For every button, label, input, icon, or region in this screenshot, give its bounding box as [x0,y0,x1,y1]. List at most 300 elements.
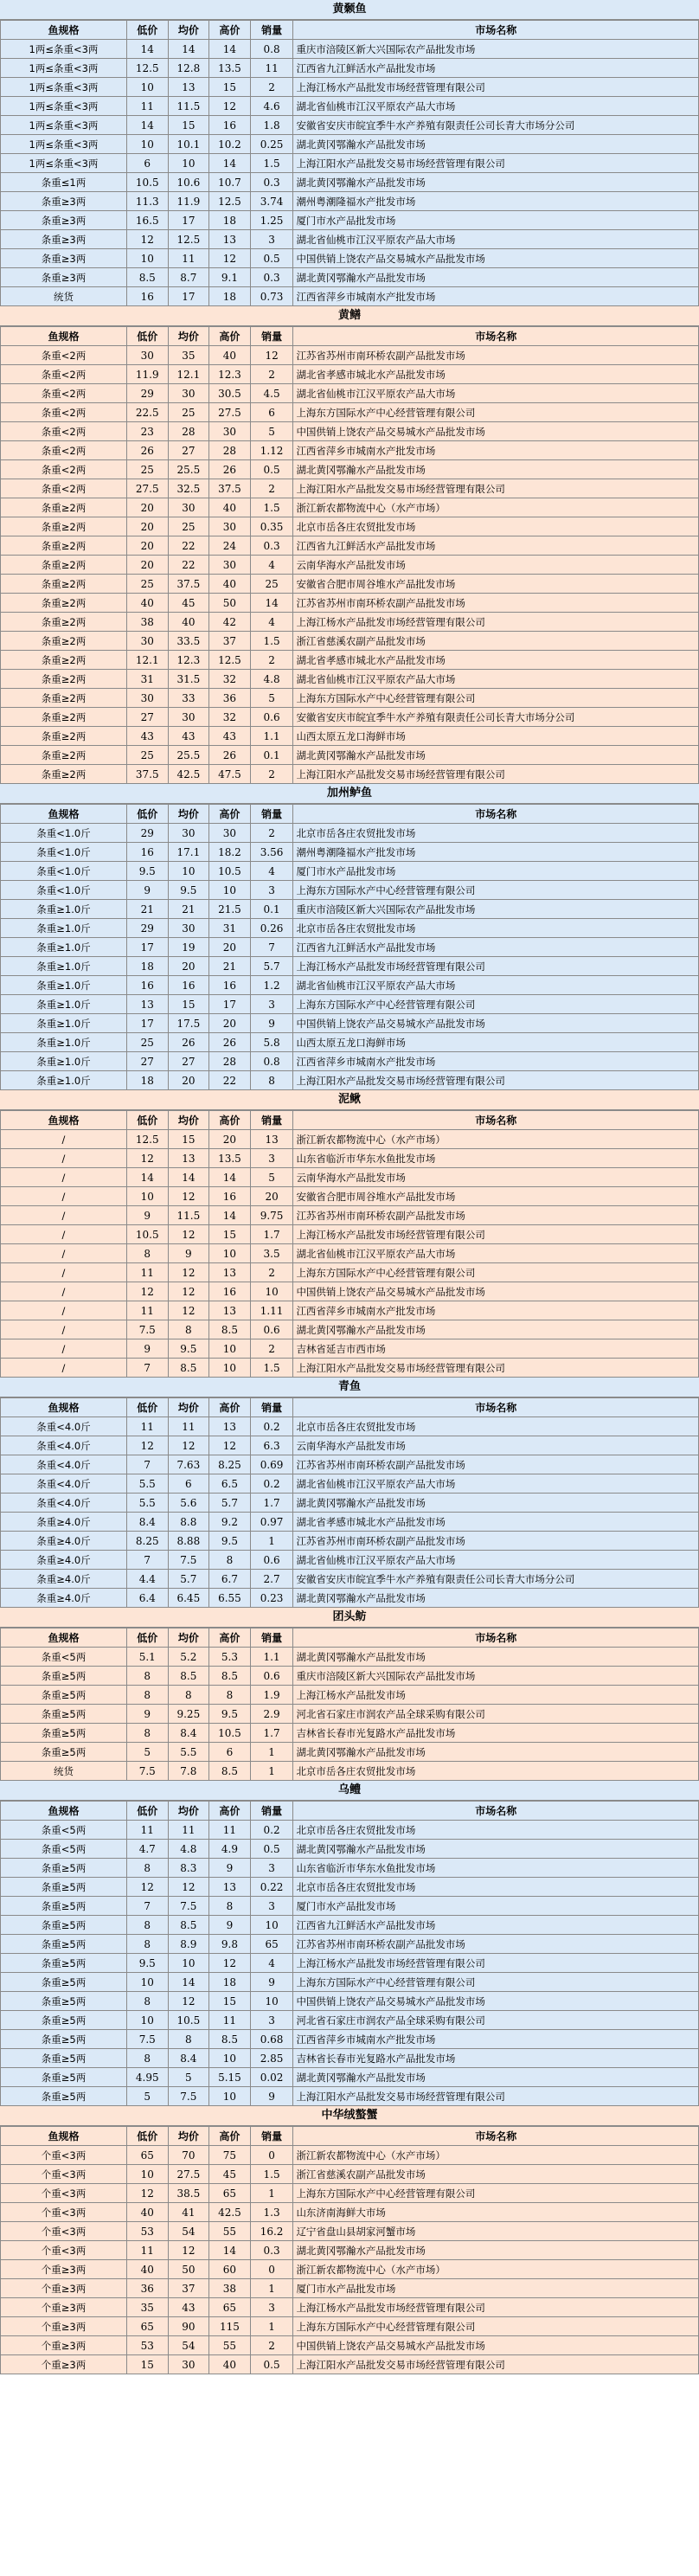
header-sales: 销量 [250,1628,293,1648]
header-spec: 鱼规格 [1,327,127,346]
cell-high: 43 [209,727,251,746]
cell-spec: 条重≥5两 [1,1686,127,1705]
cell-sales: 2.9 [250,1705,293,1724]
cell-sales: 1.12 [250,441,293,460]
header-avg: 均价 [168,2127,209,2146]
cell-market: 湖北省仙桃市江汉平原农产品大市场 [293,976,699,995]
cell-market: 云南华海水产品批发市场 [293,556,699,575]
cell-market: 浙江省慈溪农副产品批发市场 [293,632,699,651]
cell-avg: 12 [168,1878,209,1897]
cell-sales: 9 [250,1014,293,1033]
cell-spec: 条重≥5两 [1,1954,127,1973]
table-row [1,632,699,651]
cell-avg: 42.5 [168,765,209,784]
cell-sales: 65 [250,1935,293,1954]
cell-high: 20 [209,1014,251,1033]
cell-spec: 条重≥2两 [1,708,127,727]
cell-spec: 条重≥2两 [1,746,127,765]
cell-high: 40 [209,2355,251,2374]
cell-avg: 13 [168,78,209,97]
cell-spec: 个重<3两 [1,2222,127,2241]
header-avg: 均价 [168,1802,209,1821]
cell-high: 8.5 [209,2030,251,2049]
cell-avg: 25 [168,517,209,536]
cell-spec: 条重≥4.0斤 [1,1513,127,1532]
cell-low: 8 [126,1244,168,1263]
cell-avg: 9.5 [168,881,209,900]
cell-market: 上海江阳水产品批发交易市场经营管理有限公司 [293,154,699,173]
cell-spec: 条重<2两 [1,403,127,422]
cell-spec: 条重≥2两 [1,536,127,556]
table-row [1,2165,699,2184]
cell-low: 10 [126,135,168,154]
cell-high: 40 [209,498,251,517]
cell-high: 10 [209,1359,251,1378]
cell-sales: 2 [250,479,293,498]
cell-market: 湖北省仙桃市江汉平原农产品大市场 [293,97,699,116]
cell-spec: 条重≥3两 [1,230,127,249]
cell-low: 8 [126,1935,168,1954]
cell-spec: 条重≥2两 [1,765,127,784]
cell-high: 11 [209,1821,251,1840]
cell-low: 8 [126,1916,168,1935]
header-avg: 均价 [168,805,209,824]
cell-high: 31 [209,919,251,938]
section-title: 黄颡鱼 [0,0,699,20]
cell-high: 11 [209,2011,251,2030]
cell-market: 安徽省合肥市周谷堆水产品批发市场 [293,1187,699,1206]
cell-avg: 32.5 [168,479,209,498]
cell-sales: 13 [250,1130,293,1149]
cell-high: 12.5 [209,192,251,211]
table-row [1,556,699,575]
cell-spec: 条重≥1.0斤 [1,919,127,938]
table-row [1,1551,699,1570]
cell-sales: 0.26 [250,919,293,938]
cell-low: 11 [126,1821,168,1840]
section-4 [0,1090,699,1378]
table-row [1,1686,699,1705]
cell-market: 重庆市涪陵区新大兴国际农产品批发市场 [293,40,699,59]
table-row [1,2317,699,2336]
cell-avg: 10.6 [168,173,209,192]
cell-market: 湖北黄冈鄂瀚水产品批发市场 [293,268,699,287]
cell-spec: 条重≥5两 [1,1878,127,1897]
cell-spec: 条重≥5两 [1,1667,127,1686]
table-row [1,613,699,632]
table-row [1,230,699,249]
cell-market: 江苏省苏州市南环桥农副产品批发市场 [293,594,699,613]
cell-high: 28 [209,441,251,460]
section-title: 加州鲈鱼 [0,784,699,804]
cell-low: 7.5 [126,2030,168,2049]
cell-low: 25 [126,746,168,765]
cell-high: 30 [209,556,251,575]
cell-spec: / [1,1130,127,1149]
cell-market: 湖北省孝感市城北水产品批发市场 [293,365,699,384]
cell-spec: 1两≤条重<3两 [1,135,127,154]
cell-sales: 2 [250,824,293,843]
cell-avg: 15 [168,995,209,1014]
header-spec: 鱼规格 [1,1628,127,1648]
cell-avg: 37.5 [168,575,209,594]
table-row [1,919,699,938]
cell-low: 10 [126,249,168,268]
table-row [1,211,699,230]
table-row [1,403,699,422]
cell-high: 40 [209,575,251,594]
cell-high: 6 [209,1743,251,1762]
cell-high: 9.5 [209,1705,251,1724]
cell-high: 20 [209,938,251,957]
cell-avg: 5.7 [168,1570,209,1589]
cell-low: 36 [126,2279,168,2298]
cell-market: 北京市岳各庄农贸批发市场 [293,517,699,536]
cell-market: 湖北省仙桃市江汉平原农产品大市场 [293,670,699,689]
cell-low: 11.9 [126,365,168,384]
cell-low: 8 [126,1992,168,2011]
header-market: 市场名称 [293,327,699,346]
header-avg: 均价 [168,21,209,40]
cell-high: 42.5 [209,2203,251,2222]
table-row [1,1762,699,1781]
table-row [1,2336,699,2355]
cell-spec: 条重<4.0斤 [1,1474,127,1494]
cell-spec: 条重≥3两 [1,268,127,287]
table-header-row [1,1398,699,1417]
cell-sales: 10 [250,1916,293,1935]
table-row [1,2355,699,2374]
cell-sales: 3 [250,230,293,249]
cell-avg: 33.5 [168,632,209,651]
header-high: 高价 [209,327,251,346]
cell-spec: 条重≥4.0斤 [1,1589,127,1608]
cell-avg: 8.4 [168,2049,209,2068]
table-row [1,670,699,689]
cell-market: 江苏省苏州市南环桥农副产品批发市场 [293,1532,699,1551]
cell-spec: 条重≤1两 [1,173,127,192]
table-row [1,498,699,517]
cell-avg: 8.4 [168,1724,209,1743]
table-row [1,2203,699,2222]
table-row [1,1532,699,1551]
table-row [1,1821,699,1840]
cell-avg: 6.45 [168,1589,209,1608]
cell-low: 9.5 [126,1954,168,1973]
cell-avg: 6 [168,1474,209,1494]
cell-market: 中国供销上饶农产品交易城水产品批发市场 [293,1014,699,1033]
cell-avg: 31.5 [168,670,209,689]
cell-high: 5.3 [209,1648,251,1667]
cell-spec: 条重≥5两 [1,1859,127,1878]
cell-spec: 条重<2两 [1,479,127,498]
table-row [1,995,699,1014]
cell-low: 10 [126,1973,168,1992]
table-row [1,651,699,670]
cell-sales: 1.5 [250,632,293,651]
cell-high: 13 [209,1263,251,1282]
cell-sales: 0.25 [250,135,293,154]
table-row [1,1724,699,1743]
table-row [1,1149,699,1168]
price-table [0,1801,699,2106]
table-row [1,1878,699,1897]
cell-low: 11 [126,97,168,116]
cell-sales: 5 [250,1168,293,1187]
table-row [1,1916,699,1935]
cell-avg: 70 [168,2146,209,2165]
cell-spec: 个重<3两 [1,2165,127,2184]
cell-high: 8 [209,1897,251,1916]
table-row [1,2146,699,2165]
cell-sales: 1.5 [250,154,293,173]
cell-market: 上海江阳水产品批发交易市场经营管理有限公司 [293,765,699,784]
cell-spec: 条重<2两 [1,422,127,441]
cell-market: 湖北省仙桃市江汉平原农产品大市场 [293,230,699,249]
cell-avg: 8.88 [168,1532,209,1551]
cell-high: 30 [209,517,251,536]
cell-market: 湖北黄冈鄂瀚水产品批发市场 [293,1743,699,1762]
cell-spec: 条重<4.0斤 [1,1455,127,1474]
cell-high: 65 [209,2298,251,2317]
cell-sales: 6 [250,403,293,422]
cell-sales: 1.1 [250,1648,293,1667]
cell-market: 上海江杨水产品批发市场经营管理有限公司 [293,957,699,976]
cell-avg: 41 [168,2203,209,2222]
cell-spec: 1两≤条重<3两 [1,78,127,97]
cell-low: 10 [126,78,168,97]
cell-low: 27.5 [126,479,168,498]
cell-low: 4.4 [126,1570,168,1589]
cell-spec: 条重≥1.0斤 [1,900,127,919]
table-row [1,862,699,881]
cell-spec: 条重<4.0斤 [1,1494,127,1513]
cell-avg: 7.8 [168,1762,209,1781]
cell-avg: 25.5 [168,460,209,479]
header-sales: 销量 [250,805,293,824]
cell-market: 上海江阳水产品批发交易市场经营管理有限公司 [293,1071,699,1090]
cell-market: 中国供销上饶农产品交易城水产品批发市场 [293,249,699,268]
cell-high: 13 [209,1301,251,1320]
cell-avg: 54 [168,2222,209,2241]
cell-sales: 0.3 [250,173,293,192]
cell-high: 8 [209,1551,251,1570]
cell-spec: 条重≥1.0斤 [1,1052,127,1071]
cell-high: 55 [209,2336,251,2355]
header-market: 市场名称 [293,1111,699,1130]
cell-spec: 条重≥2两 [1,517,127,536]
cell-low: 6 [126,154,168,173]
cell-sales: 2 [250,765,293,784]
cell-avg: 15 [168,1130,209,1149]
cell-spec: / [1,1339,127,1359]
cell-high: 30.5 [209,384,251,403]
cell-avg: 5 [168,2068,209,2087]
cell-sales: 0.22 [250,1878,293,1897]
cell-market: 浙江省慈溪农副产品批发市场 [293,2165,699,2184]
cell-sales: 2 [250,651,293,670]
table-row [1,727,699,746]
cell-low: 21 [126,900,168,919]
cell-sales: 1 [250,1743,293,1762]
table-row [1,2260,699,2279]
cell-market: 上海东方国际水产中心经营管理有限公司 [293,1973,699,1992]
table-row [1,1301,699,1320]
cell-market: 湖北黄冈鄂瀚水产品批发市场 [293,1589,699,1608]
cell-market: 上海东方国际水产中心经营管理有限公司 [293,2184,699,2203]
cell-low: 5.5 [126,1494,168,1513]
cell-low: 20 [126,536,168,556]
cell-spec: / [1,1320,127,1339]
cell-sales: 0.8 [250,40,293,59]
cell-market: 北京市岳各庄农贸批发市场 [293,1878,699,1897]
cell-high: 8.25 [209,1455,251,1474]
price-table [0,1397,699,1608]
cell-low: 40 [126,2203,168,2222]
cell-avg: 12 [168,1992,209,2011]
cell-market: 上海江杨水产品批发市场经营管理有限公司 [293,78,699,97]
header-market: 市场名称 [293,805,699,824]
header-market: 市场名称 [293,1398,699,1417]
cell-spec: / [1,1168,127,1187]
cell-sales: 10 [250,1992,293,2011]
cell-low: 18 [126,957,168,976]
table-row [1,78,699,97]
cell-low: 10.5 [126,173,168,192]
cell-high: 13 [209,1878,251,1897]
cell-spec: 条重≥5两 [1,2030,127,2049]
cell-low: 7 [126,1359,168,1378]
cell-high: 13.5 [209,59,251,78]
cell-avg: 20 [168,957,209,976]
cell-spec: 1两≤条重<3两 [1,40,127,59]
table-row [1,1359,699,1378]
table-header-row [1,21,699,40]
cell-market: 上海江阳水产品批发交易市场经营管理有限公司 [293,1359,699,1378]
cell-avg: 17 [168,287,209,306]
cell-market: 江西省萍乡市城南水产批发市场 [293,2030,699,2049]
cell-spec: 条重≥5两 [1,2087,127,2106]
cell-avg: 43 [168,727,209,746]
section-1 [0,0,699,306]
table-row [1,1494,699,1513]
header-low: 低价 [126,327,168,346]
cell-sales: 0.68 [250,2030,293,2049]
cell-sales: 3 [250,1897,293,1916]
cell-low: 11 [126,1263,168,1282]
cell-spec: 条重<2两 [1,346,127,365]
table-row [1,116,699,135]
cell-sales: 0.97 [250,1513,293,1532]
table-row [1,1033,699,1052]
cell-spec: 条重≥3两 [1,211,127,230]
cell-high: 18 [209,211,251,230]
table-row [1,1206,699,1225]
cell-sales: 20 [250,1187,293,1206]
cell-high: 24 [209,536,251,556]
table-row [1,1840,699,1859]
cell-market: 中国供销上饶农产品交易城水产品批发市场 [293,2336,699,2355]
cell-spec: 条重≥2两 [1,575,127,594]
header-high: 高价 [209,1802,251,1821]
cell-spec: 个重<3两 [1,2203,127,2222]
cell-sales: 6.3 [250,1436,293,1455]
cell-spec: 条重<2两 [1,460,127,479]
table-row [1,441,699,460]
cell-high: 115 [209,2317,251,2336]
cell-avg: 9 [168,1244,209,1263]
cell-avg: 30 [168,384,209,403]
cell-low: 6.4 [126,1589,168,1608]
cell-market: 辽宁省盘山县胡家河蟹市场 [293,2222,699,2241]
header-low: 低价 [126,805,168,824]
cell-low: 15 [126,2355,168,2374]
cell-low: 40 [126,594,168,613]
cell-low: 43 [126,727,168,746]
cell-avg: 11 [168,249,209,268]
header-low: 低价 [126,1111,168,1130]
cell-sales: 0.5 [250,1840,293,1859]
cell-high: 16 [209,976,251,995]
cell-avg: 10.1 [168,135,209,154]
cell-high: 12 [209,97,251,116]
table-header-row [1,805,699,824]
cell-spec: / [1,1244,127,1263]
cell-high: 32 [209,670,251,689]
cell-high: 21 [209,957,251,976]
cell-avg: 50 [168,2260,209,2279]
cell-low: 8.4 [126,1513,168,1532]
cell-market: 浙江新农都物流中心（水产市场） [293,1130,699,1149]
cell-spec: 个重<3两 [1,2146,127,2165]
cell-high: 6.7 [209,1570,251,1589]
table-row [1,881,699,900]
cell-avg: 8.3 [168,1859,209,1878]
cell-avg: 11 [168,1821,209,1840]
cell-sales: 0.1 [250,900,293,919]
cell-low: 10 [126,1187,168,1206]
cell-sales: 0.8 [250,1052,293,1071]
table-row [1,479,699,498]
cell-spec: 条重<1.0斤 [1,881,127,900]
cell-low: 10.5 [126,1225,168,1244]
cell-low: 4.7 [126,1840,168,1859]
cell-spec: 条重≥5两 [1,1743,127,1762]
cell-low: 12.5 [126,1130,168,1149]
cell-high: 14 [209,1168,251,1187]
table-row [1,268,699,287]
cell-sales: 1.8 [250,116,293,135]
table-row [1,1225,699,1244]
cell-high: 30 [209,422,251,441]
cell-low: 13 [126,995,168,1014]
cell-low: 23 [126,422,168,441]
header-low: 低价 [126,1802,168,1821]
header-low: 低价 [126,2127,168,2146]
table-row [1,746,699,765]
cell-avg: 10.5 [168,2011,209,2030]
cell-spec: 条重<4.0斤 [1,1436,127,1455]
cell-market: 江西省九江鲜活水产品批发市场 [293,938,699,957]
cell-avg: 12.8 [168,59,209,78]
header-avg: 均价 [168,1111,209,1130]
cell-avg: 12 [168,1263,209,1282]
header-avg: 均价 [168,327,209,346]
cell-high: 9.2 [209,1513,251,1532]
table-row [1,689,699,708]
cell-high: 26 [209,746,251,765]
section-title: 泥鳅 [0,1090,699,1110]
